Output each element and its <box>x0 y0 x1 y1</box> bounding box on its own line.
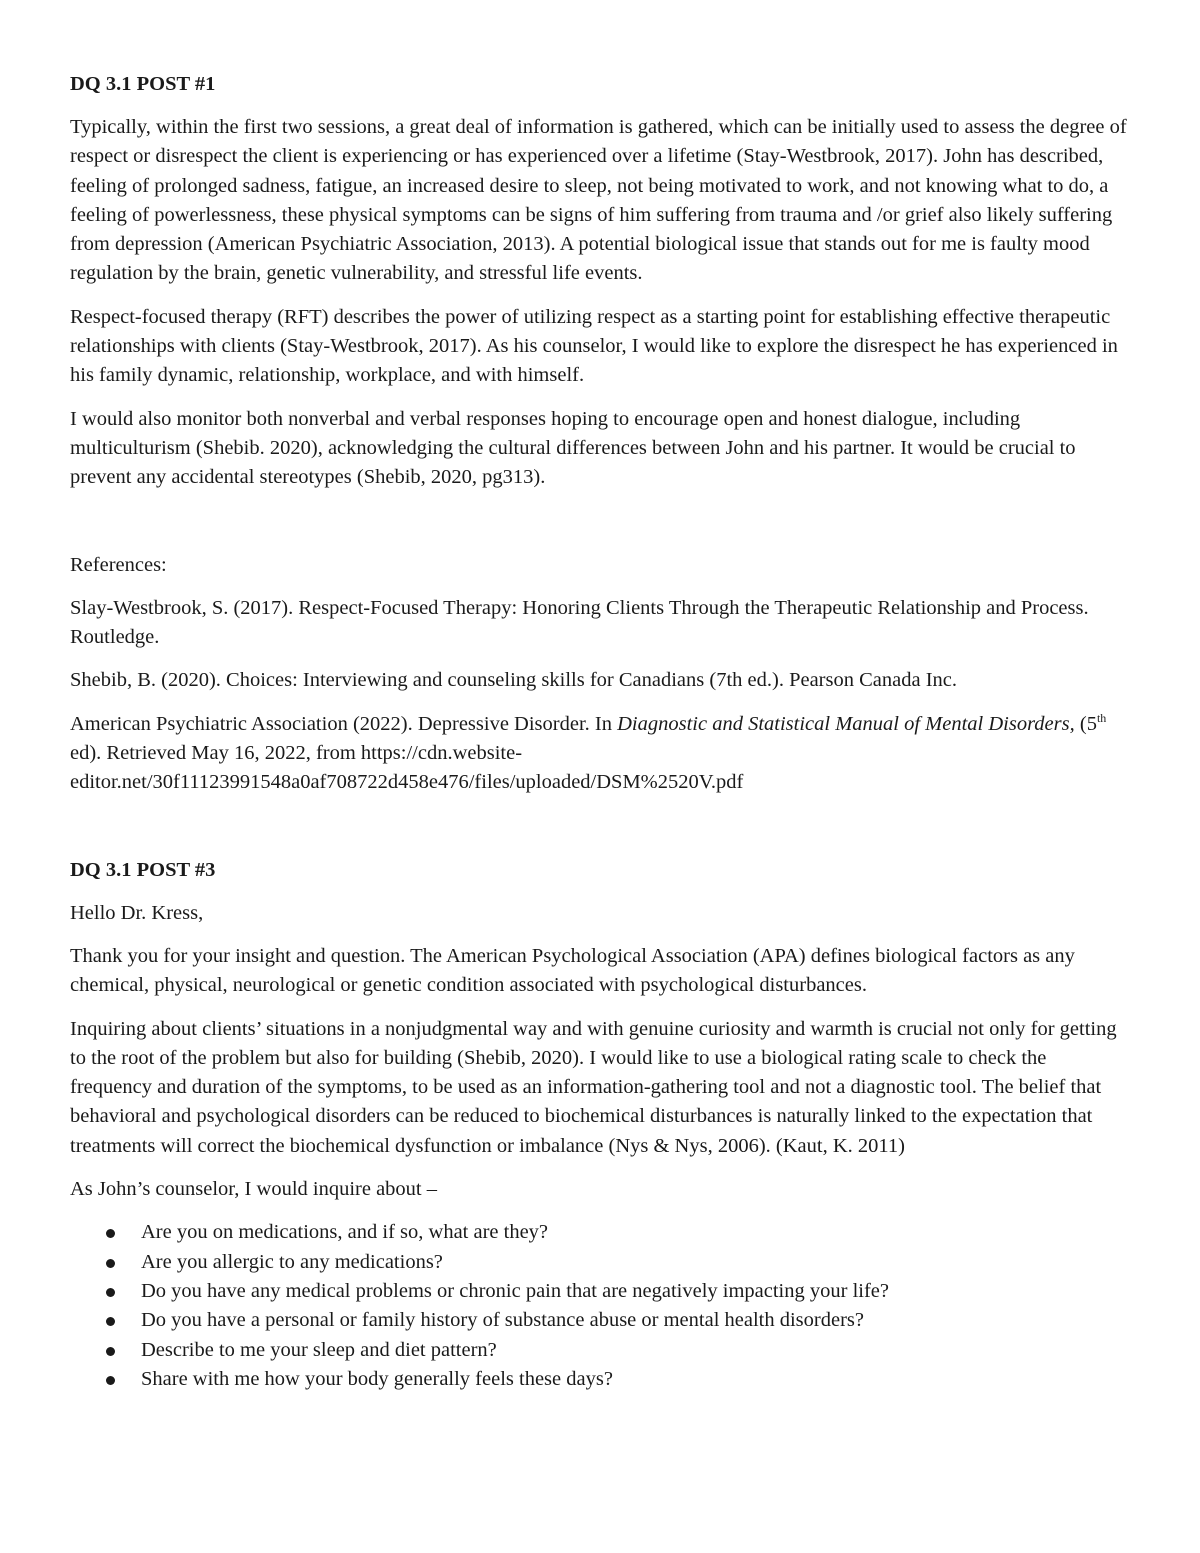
post1-paragraph-1: Typically, within the first two sessions, a great deal of information is gathered, which can be initially used to assess the degree of respect or disrespect the client is experiencing or has experienced over a lifetime (Stay-Westbrook, 2017). John has described, feeling of prolonged sadness, fatigue, an increased desire to sleep, not being motivated to work, and not knowing what to do, a feeling of powerlessness, these physical symptoms can be signs of him suffering from trauma and /or grief also likely suffering from depression (American Psychiatric Association, 2013). A potential biological issue that stands out for me is faulty mood regulation by the brain, genetic vulnerability, and stressful life events. <box>70 116 1127 285</box>
list-item-text: Do you have any medical problems or chronic pain that are negatively impacting your life? <box>141 1279 889 1302</box>
post3-paragraph-1: Thank you for your insight and question. The American Psychological Association (APA) defines biological factors as any chemical, physical, neurological or genetic condition associated with psychological disturbances. <box>70 944 1075 997</box>
list-item <box>70 1336 1132 1365</box>
reference-3-part2: (5 <box>1074 712 1097 735</box>
bullet-icon <box>106 1347 115 1356</box>
list-item-text: Do you have a personal or family history of substance abuse or mental health disorders? <box>141 1309 864 1332</box>
post1-paragraph-3: I would also monitor both nonverbal and verbal responses hoping to encourage open and honest dialogue, including multiculturism (Shebib. 2020), acknowledging the cultural differences between John and his partner. It would be crucial to prevent any accidental stereotypes (Shebib, 2020, pg313). <box>70 407 1076 489</box>
post3-paragraph-2: Inquiring about clients’ situations in a nonjudgmental way and with genuine curiosity and warmth is crucial not only for getting to the root of the problem but also for building (Shebib, 2020). I would like to use a biological rating scale to check the frequency and duration of the symptoms, to be used as an information-gathering tool and not a diagnostic tool. The belief that behavioral and psychological disorders can be reduced to biochemical disturbances is naturally linked to the expectation that treatments will correct the biochemical dysfunction or imbalance (Nys & Nys, 2006). (Kaut, K. 2011) <box>70 1017 1117 1157</box>
bullet-icon <box>106 1288 115 1297</box>
list-item-text: Are you allergic to any medications? <box>141 1250 443 1273</box>
post3-paragraph-3: As John’s counselor, I would inquire about – <box>70 1178 437 1201</box>
question-list <box>70 1218 1132 1394</box>
list-item-text: Describe to me your sleep and diet pattern? <box>141 1338 497 1361</box>
list-item <box>70 1306 1132 1335</box>
list-item <box>70 1277 1132 1306</box>
list-item-text: Share with me how your body generally feels these days? <box>141 1367 613 1390</box>
spacer <box>70 507 1132 551</box>
document-page <box>70 70 1132 1394</box>
list-item-text: Are you on medications, and if so, what are they? <box>141 1221 549 1244</box>
post3-greeting: Hello Dr. Kress, <box>70 901 204 924</box>
post3-heading: DQ 3.1 POST #3 <box>70 858 216 881</box>
reference-3-part3: ed). Retrieved May 16, 2022, from https://cdn.website-editor.net/30f11123991548a0af708722d458e476/files/uploaded/DSM%2520V.pdf <box>70 742 744 794</box>
reference-3-title: Diagnostic and Statistical Manual of Mental Disorders, <box>617 712 1075 735</box>
bullet-icon <box>106 1259 115 1268</box>
list-item <box>70 1248 1132 1277</box>
references-label: References: <box>70 553 167 576</box>
bullet-icon <box>106 1317 115 1326</box>
reference-2: Shebib, B. (2020). Choices: Interviewing and counseling skills for Canadians (7th ed.). Pearson Canada Inc. <box>70 669 958 692</box>
bullet-icon <box>106 1229 115 1238</box>
reference-3-part1: American Psychiatric Association (2022). Depressive Disorder. In <box>70 712 618 735</box>
post1-paragraph-2: Respect-focused therapy (RFT) describes the power of utilizing respect as a starting point for establishing effective therapeutic relationships with clients (Stay-Westbrook, 2017). As his counselor, I would like to explore the disrespect he has experienced in his family dynamic, relationship, workplace, and with himself. <box>70 305 1118 387</box>
list-item <box>70 1365 1132 1394</box>
post1-heading: DQ 3.1 POST #1 <box>70 73 216 95</box>
list-item <box>70 1218 1132 1247</box>
reference-3 <box>70 710 1132 798</box>
spacer <box>70 812 1132 856</box>
reference-3-superscript: th <box>1096 710 1107 725</box>
bullet-icon <box>106 1376 115 1385</box>
reference-1: Slay-Westbrook, S. (2017). Respect-Focused Therapy: Honoring Clients Through the Therapeutic Relationship and Process. Routledge. <box>70 596 1089 649</box>
